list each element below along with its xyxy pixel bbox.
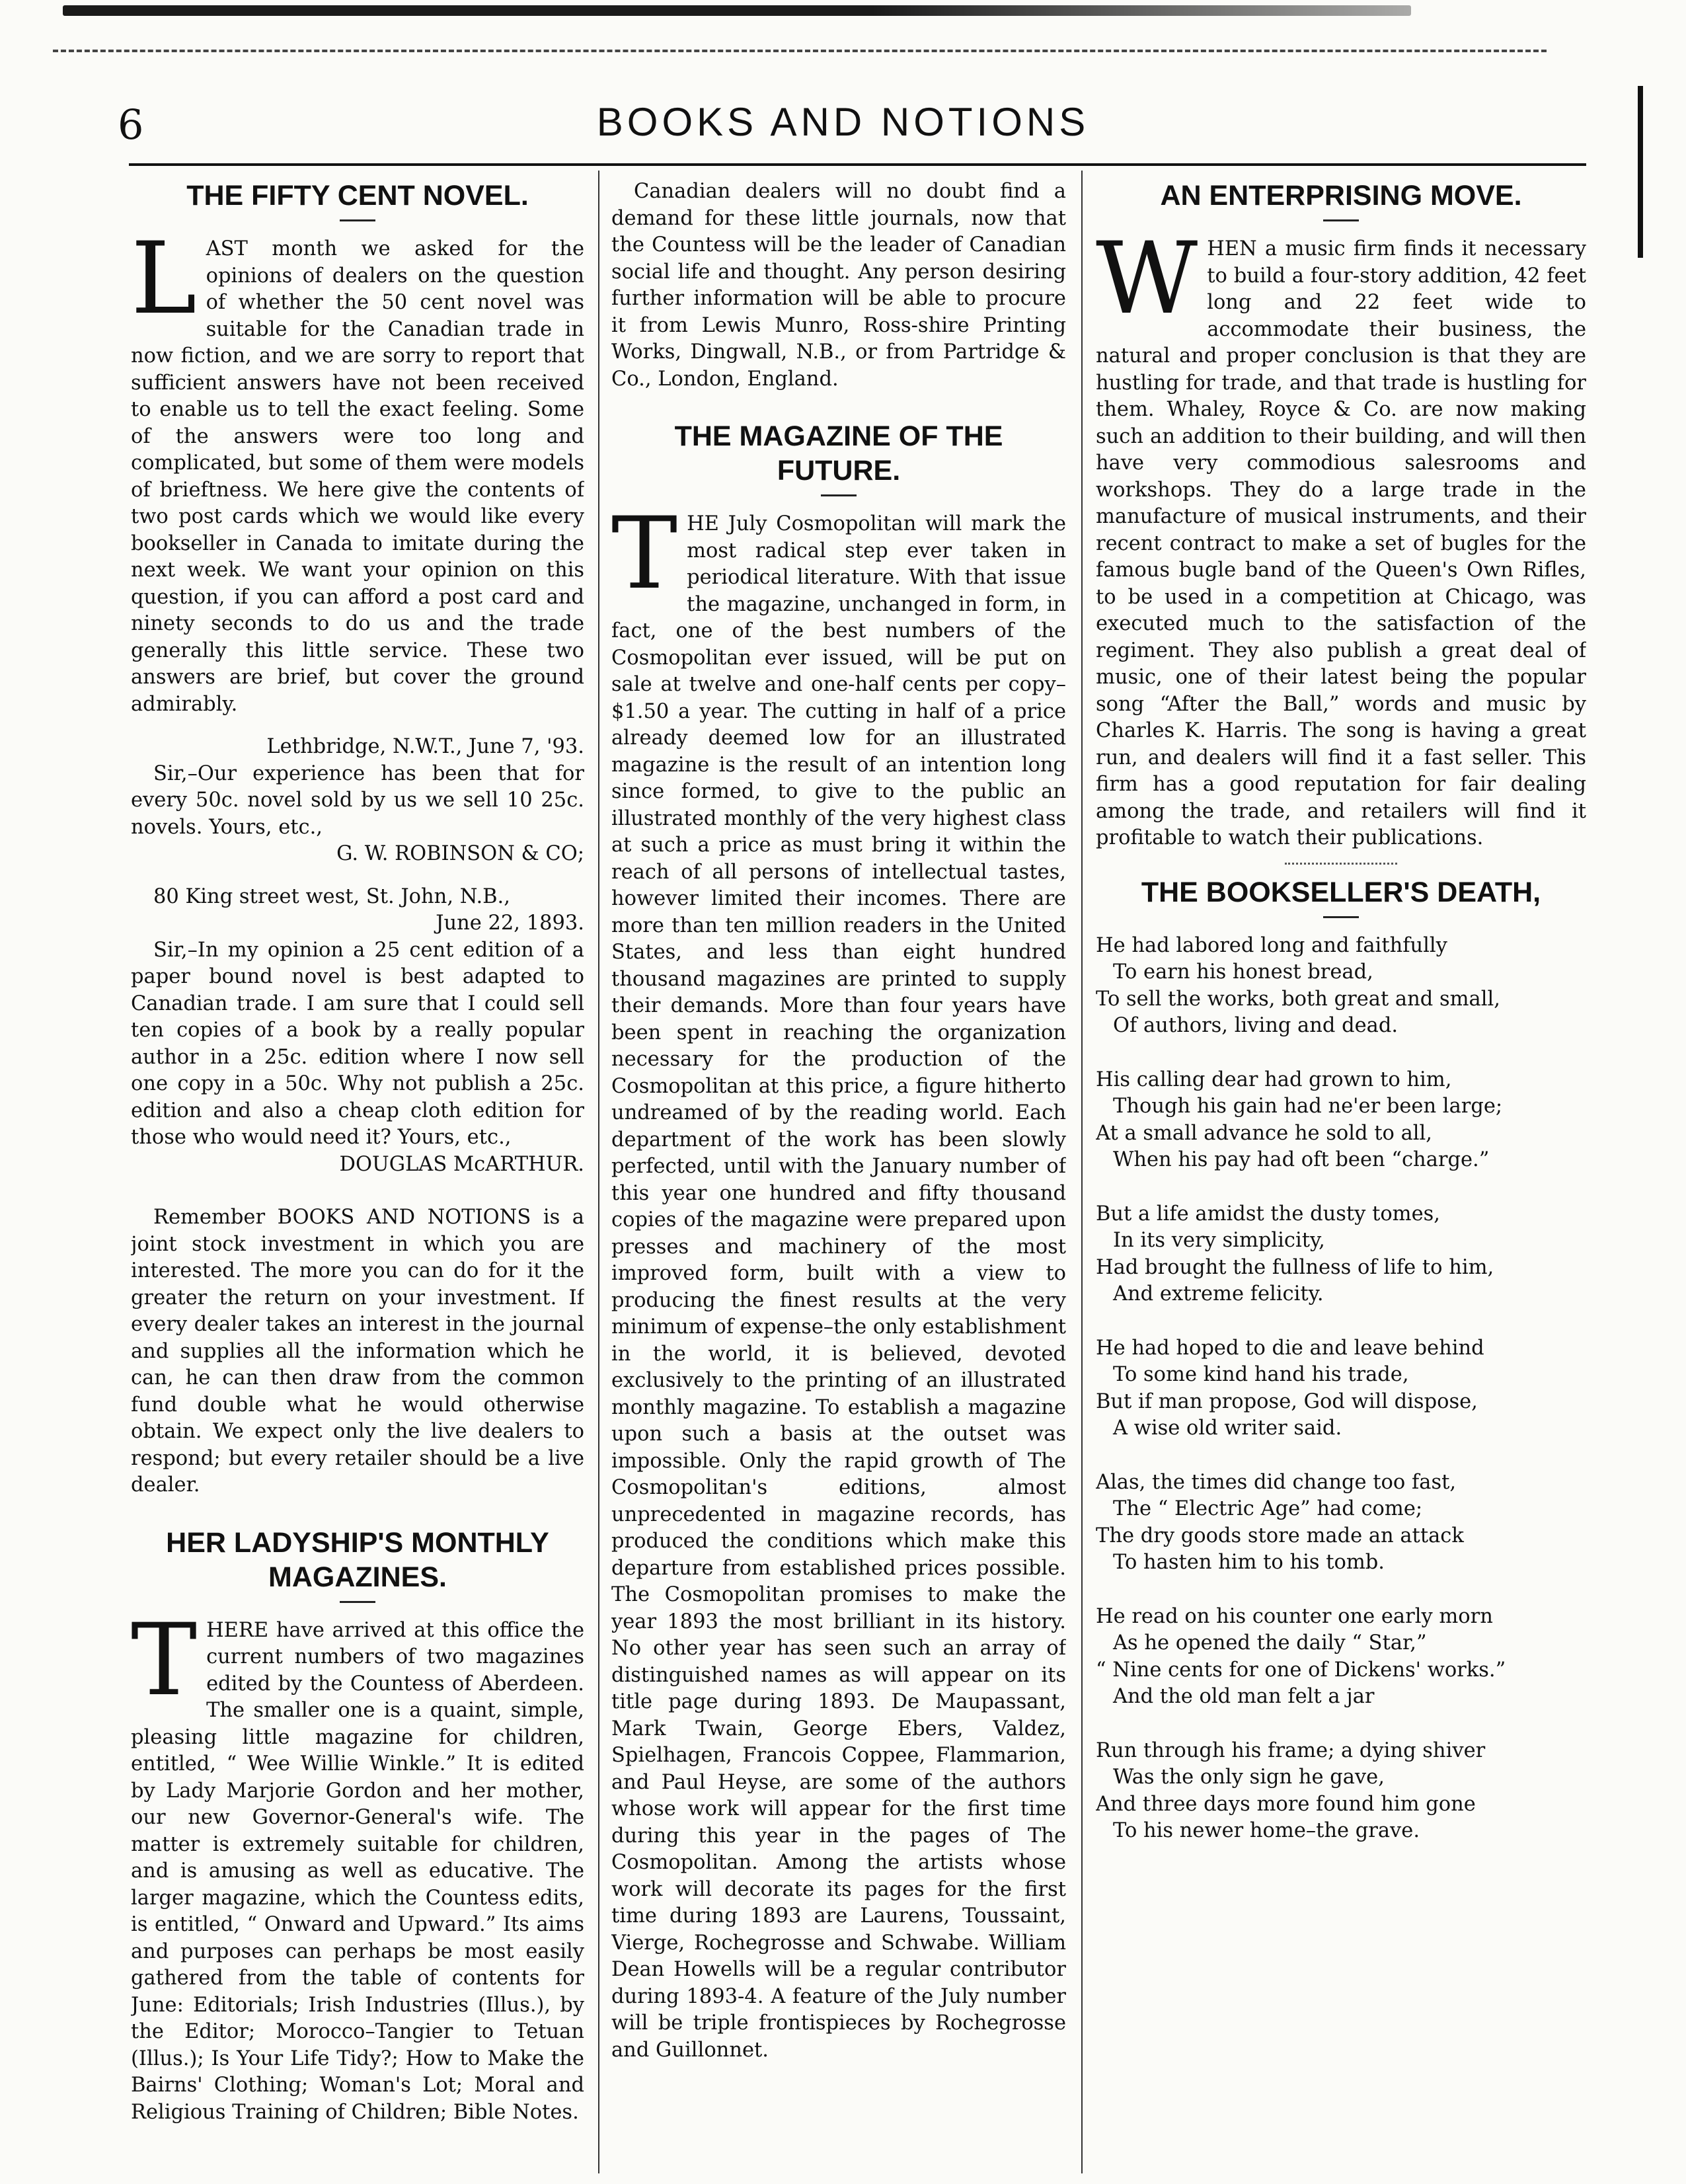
ladyship-magazines-title: HER LADYSHIP'S MONTHLY MAGAZINES. (166, 1526, 549, 1593)
column-2-content (611, 178, 1066, 2168)
letter-1-signature: G. W. ROBINSON & CO; (336, 842, 584, 865)
poem-line: He had hoped to die and leave behind (1096, 1336, 1484, 1360)
poem-line: He had labored long and faithfully (1096, 933, 1447, 957)
poem-line: A wise old writer said. (1113, 1417, 1342, 1440)
poem-line: But a life amidst the dusty tomes, (1096, 1202, 1441, 1226)
poem-line: Alas, the times did change too fast, (1096, 1470, 1457, 1494)
poem-stanza (1096, 1335, 1586, 1442)
letter-2-place: 80 King street west, St. John, N.B., (153, 884, 510, 908)
fifty-cent-novel-intro: LAST month we asked for the opinions of dealers on the question of whether the 50 cent novel was suitable for the Canadian trade in now fiction, and we are sorry to report that sufficient answers have not been received to enable us to tell the exact feeling. Some of the answers were too long and complicated, but some of them were models of brieftness. We here give the contents of two post cards which we would like every bookseller in Canada to imitate during the next week. We want your opinion on this question, if you can afford a post card and ninety seconds to do us and the trade generally this little service. These two answers are brief, but cover the ground admirably. (131, 221, 584, 716)
enterprising-move-title: AN ENTERPRISING MOVE. (1160, 180, 1522, 212)
letter-2-signature: DOUGLAS McARTHUR. (339, 1152, 584, 1176)
page-number: 6 (118, 100, 144, 149)
poem-line: Run through his frame; a dying shiver (1096, 1738, 1486, 1762)
ladyship-magazines-body: THERE have arrived at this office the current numbers of two magazines edited by the Countess of Aberdeen. The smaller one is a quaint, simple, pleasing little magazine for children, entitled, “ Wee Willie Winkle.” It is edited by Lady Marjorie Gordon and her mother, our new Governor-General's wife. The matter is extremely suitable for children, and is amusing as well as educative. The larger magazine, which the Countess edits, is entitled, “ Onward and Upward.” Its aims and purposes can perhaps be most easily gathered from the table of contents for June: Editorials; Irish Industries (Illus.), by the Editor; Morocco–Tangier to Tetuan (Illus.); Is Your Life Tidy?; How to Make the Bairns' Clothing; Woman's Lot; Moral and Religious Training of Children; Bible Notes. (131, 1602, 584, 2124)
letter-2-date: June 22, 1893. (436, 912, 584, 935)
poem-line: And the old man felt a jar (1113, 1685, 1375, 1708)
magazine-future-title: THE MAGAZINE OF THE FUTURE. (674, 420, 1003, 487)
ladyship-magazines-body-2: Canadian dealers will no doubt find a demand for these little journals, now that the Countess will be the leader of Canadian social life and thought. Any person desiring further information will be able to procure it from Lewis Munro, Ross-shire Printing Works, Dingwall, N.B., or from Partridge & Co., London, England. (611, 180, 1066, 391)
poem-line: Was the only sign he gave, (1113, 1766, 1385, 1789)
poem-line: Though his gain had ne'er been large; (1113, 1095, 1503, 1118)
heading-rule (340, 1601, 375, 1603)
letter-1-body: Sir,–Our experience has been that for every 50c. novel sold by us we sell 10 25c. novels. Yours, etc., (131, 761, 584, 839)
booksellers-death-title: THE BOOKSELLER'S DEATH, (1141, 876, 1541, 908)
poem-line: But if man propose, God will dispose, (1096, 1389, 1478, 1413)
poem-line: To his newer home–the grave. (1113, 1819, 1420, 1842)
scan-dash-mark (53, 50, 1547, 52)
letter-1-place: Lethbridge, N.W.T., June 7, '93. (266, 735, 584, 758)
heading-rule (1323, 219, 1359, 221)
column-divider-1 (598, 171, 599, 2173)
poem-line: In its very simplicity, (1113, 1229, 1325, 1252)
poem-line: To hasten him to his tomb. (1113, 1551, 1385, 1574)
poem-stanza (1096, 1067, 1586, 1174)
heading-rule (821, 494, 857, 496)
heading-rule (340, 219, 375, 221)
drop-cap: W (1096, 221, 1198, 336)
poem-line: To sell the works, both great and small, (1096, 987, 1500, 1011)
booksellers-death-poem (1096, 933, 1586, 1845)
poem-line: To earn his honest bread, (1113, 960, 1373, 984)
poem-stanza (1096, 933, 1586, 1040)
poem-line: And three days more found him gone (1096, 1792, 1476, 1816)
column-divider-2 (1081, 171, 1083, 2173)
poem-line: Had brought the fullness of life to him, (1096, 1255, 1494, 1279)
scan-edge-mark (63, 5, 1411, 16)
remember-notice: Remember BOOKS AND NOTIONS is a joint stock investment in which you are interested. The more you can do for it the greater the return on your investment. If every dealer takes an interest in the journal and supplies all the information which he can, he can then draw from the common fund double what he would otherwise obtain. We expect only the live dealers to respond; but every retailer should be a live dealer. (131, 1206, 584, 1497)
poem-line: At a small advance he sold to all, (1096, 1121, 1432, 1145)
column-1 (131, 178, 584, 2168)
journal-title: BOOKS AND NOTIONS (596, 100, 1090, 144)
section-separator (1285, 863, 1397, 865)
poem-line: When his pay had oft been “charge.” (1113, 1148, 1490, 1171)
poem-line: He read on his counter one early morn (1096, 1604, 1493, 1628)
fifty-cent-novel-title: THE FIFTY CENT NOVEL. (186, 180, 529, 212)
poem-line: To some kind hand his trade, (1113, 1363, 1409, 1386)
drop-cap: T (131, 1602, 198, 1718)
column-3-content (1096, 178, 1586, 2168)
drop-cap: T (611, 496, 678, 611)
magazine-future-body: THE July Cosmopolitan will mark the most radical step ever taken in periodical literature. With that issue the magazine, unchanged in form, in fact, one of the best numbers of the Cosmopolitan ever issued, will be put on sale at twelve and one-half cents per copy–$1.50 a year. The cutting in half of a price already deemed low for an illustrated magazine is the result of an intention long since formed, to give to the public an illustrated monthly of the very highest class at such a price as must bring it within the reach of all persons of intellectual tastes, however limited their incomes. There are more than ten million readers in the United States, and less than eight hundred thousand magazines are printed to supply their demands. More than four years have been spent in reaching the organization necessary for the production of the Cosmopolitan at this price, a figure hitherto undreamed of by the reading world. Each department of the work has been slowly perfected, until with the January number of this year one hundred and fifty thousand copies of the magazine were prepared upon presses and machinery of the most improved form, built with a view to producing the finest results at the very minimum of expense–the only establishment in the world, it is believed, devoted exclusively to the printing of an illustrated monthly magazine. To establish a magazine upon such a basis at the outset was impossible. Only the rapid growth of The Cosmopolitan's editions, almost unprecedented in magazine records, has produced the conditions which make this departure from established prices possible. The Cosmopolitan promises to make the year 1893 the most brilliant in its history. No other year has seen such an array of distinguished names as will appear on its title page during 1893. De Maupassant, Mark Twain, George Ebers, Valdez, Spielhagen, Francois Coppee, Flammarion, and Paul Heyse, are some of the authors whose work will appear for the first time during this year in the pages of The Cosmopolitan. Among the artists whose work will decorate its pages for the first time during 1893 are Laurens, Toussaint, Vierge, Rochegrosse and Schwabe. William Dean Howells will be a regular contributor during 1893-4. A feature of the July number will be triple frontispieces by Rochegrosse and Guillonnet. (611, 496, 1066, 2062)
poem-line: As he opened the daily “ Star,” (1113, 1631, 1427, 1655)
header-rule (129, 163, 1586, 166)
letter-2-body: Sir,–In my opinion a 25 cent edition of a paper bound novel is best adapted to Canadian trade. I am sure that I could sell ten copies of a book by a really popular author in a 25c. edition where I now sell one copy in a 50c. Why not publish a 25c. edition and also a cheap cloth edition for those who would need it? Yours, etc., (131, 938, 584, 1149)
poem-stanza (1096, 1604, 1586, 1711)
poem-line: Of authors, living and dead. (1113, 1014, 1399, 1037)
poem-stanza (1096, 1738, 1586, 1845)
poem-line: The “ Electric Age” had come; (1113, 1497, 1423, 1520)
poem-line: The dry goods store made an attack (1096, 1524, 1464, 1547)
enterprising-move-body: WHEN a music firm finds it necessary to build a four-story addition, 42 feet long and 22 feet wide to accommodate their business, the natural and proper conclusion is that they are hustling for trade, and that trade is hustling for them. Whaley, Royce & Co. are now making such an addition to their building, and will then have very commodious salesrooms and workshops. They do a large trade in the manufacture of musical instruments, and their recent contract to make a set of bugles for the famous bugle band of the Queen's Own Rifles, to be used in a competition at Chicago, was executed much to the satisfaction of the regiment. They also publish a great deal of music, one of their latest being the popular song “After the Ball,” words and music by Charles K. Harris. The song is having a great run, and dealers will find it a fast seller. This firm has a good reputation for fair dealing among the trade, and retailers will find it profitable to watch their publications. (1096, 221, 1586, 849)
poem-line: “ Nine cents for one of Dickens' works.” (1096, 1658, 1506, 1682)
poem-line: His calling dear had grown to him, (1096, 1068, 1452, 1091)
poem-stanza (1096, 1469, 1586, 1577)
drop-cap: L (131, 221, 197, 336)
poem-stanza (1096, 1201, 1586, 1308)
heading-rule (1323, 916, 1359, 918)
poem-line: And extreme felicity. (1113, 1282, 1324, 1306)
